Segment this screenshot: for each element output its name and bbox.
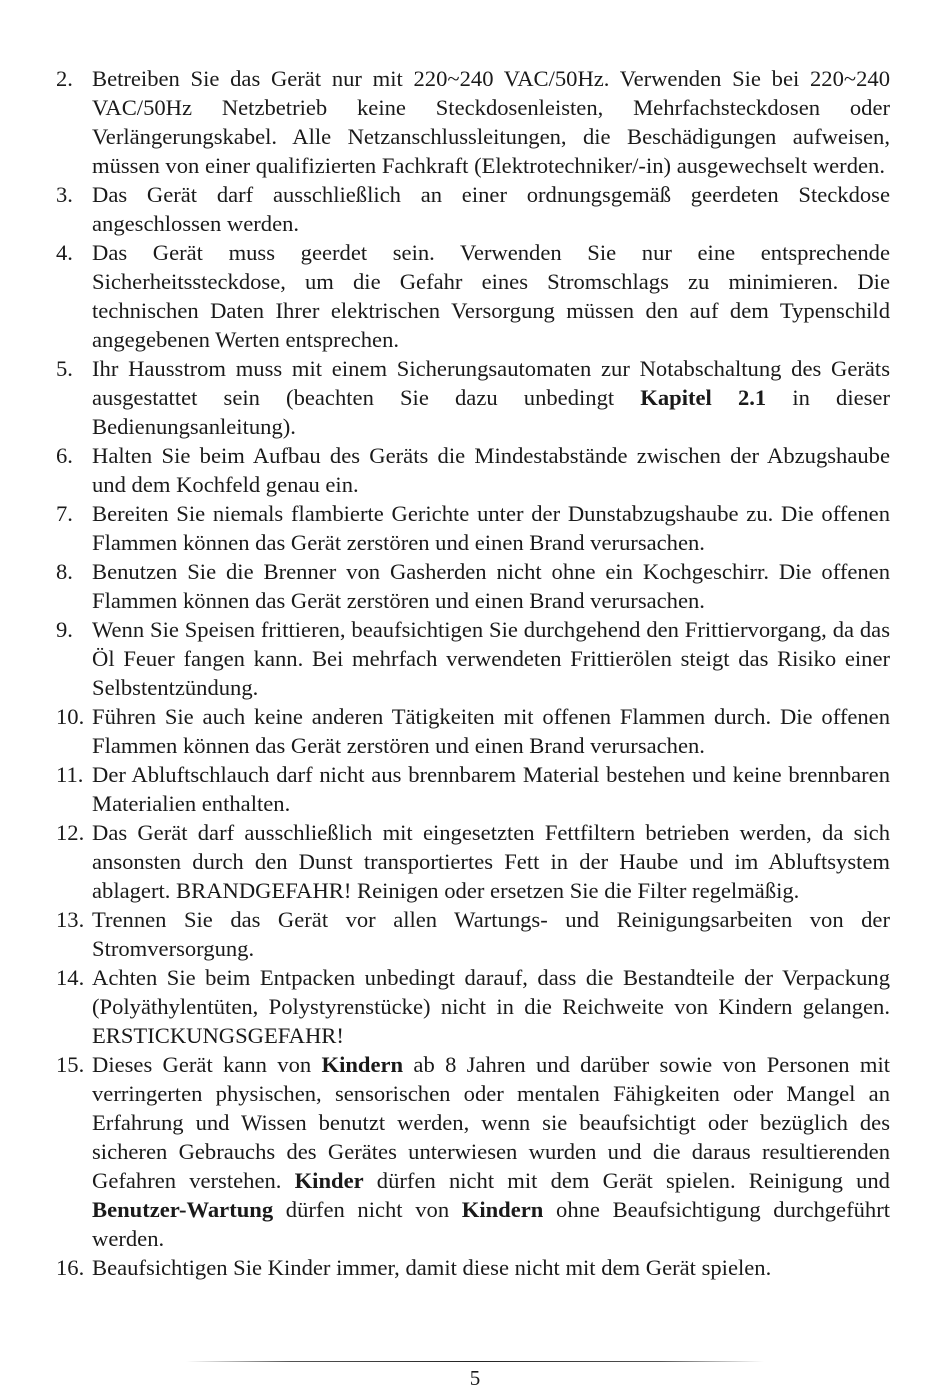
text-run: Bereiten Sie niemals flambierte Gerichte unter der Dunstabzugshaube zu. Die offenen Flammen können das Gerät zerstören und einen Brand verursachen. [92, 501, 890, 555]
item-number: 5. [56, 356, 73, 381]
item-number: 6. [56, 443, 73, 468]
text-run: ohne Beaufsichtigung durchgeführt werden. [92, 1197, 890, 1251]
item-number: 16. [56, 1255, 85, 1280]
item-text [92, 818, 890, 905]
text-run: Ihr Hausstrom muss mit einem Sicherungsautomaten zur Notabschaltung des Geräts ausgestattet sein (beachten Sie dazu unbedingt [92, 356, 890, 410]
item-number: 4. [56, 240, 73, 265]
item-text [92, 1050, 890, 1253]
list-item [56, 818, 890, 905]
item-number: 14. [56, 965, 85, 990]
text-run: Beaufsichtigen Sie Kinder immer, damit diese nicht mit dem Gerät spielen. [92, 1255, 772, 1280]
item-number: 3. [56, 182, 73, 207]
text-run: dürfen nicht von [273, 1197, 462, 1222]
list-item [56, 64, 890, 180]
emphasized-text: Kindern [321, 1052, 404, 1077]
item-number: 9. [56, 617, 73, 642]
item-number: 7. [56, 501, 73, 526]
item-text [92, 180, 890, 238]
item-number: 12. [56, 820, 85, 845]
item-text [92, 238, 890, 354]
list-item [56, 180, 890, 238]
text-run: Wenn Sie Speisen frittieren, beaufsichtigen Sie durchgehend den Frittiervorgang, da das Öl Feuer fangen kann. Bei mehrfach verwendeten Frittierölen steigt das Risiko einer Selbstentzündung. [92, 617, 890, 700]
item-text [92, 963, 890, 1050]
list-item [56, 238, 890, 354]
text-run: Der Abluftschlauch darf nicht aus brennbarem Material bestehen und keine brennbaren Materialien enthalten. [92, 762, 890, 816]
list-item [56, 557, 890, 615]
list-item [56, 441, 890, 499]
item-text [92, 615, 890, 702]
list-item [56, 354, 890, 441]
text-run: dürfen nicht mit dem Gerät spielen. Reinigung und [363, 1168, 890, 1193]
item-number: 11. [56, 762, 84, 787]
item-number: 8. [56, 559, 73, 584]
item-text [92, 557, 890, 615]
text-run: Führen Sie auch keine anderen Tätigkeiten mit offenen Flammen durch. Die offenen Flammen können das Gerät zerstören und einen Brand verursachen. [92, 704, 890, 758]
text-run: Trennen Sie das Gerät vor allen Wartungs- und Reinigungsarbeiten von der Stromversorgung. [92, 907, 890, 961]
list-item [56, 1050, 890, 1253]
item-text [92, 354, 890, 441]
item-number: 13. [56, 907, 85, 932]
item-number: 10. [56, 704, 85, 729]
emphasized-text: Benutzer-Wartung [92, 1197, 274, 1222]
text-run: Achten Sie beim Entpacken unbedingt darauf, dass die Bestandteile der Verpackung (Polyäthylentüten, Polystyrenstücke) nicht in die Reichweite von Kindern gelangen. ERSTICKUNGSGEFAHR! [92, 965, 890, 1048]
text-run: ab 8 Jahren und darüber sowie von Personen mit verringerten physischen, sensorischen oder mentalen Fähigkeiten oder Mangel an Erfahrung und Wissen benutzt werden, wenn sie beaufsichtigt oder bezüglich des sicheren Gebrauchs des Gerätes unterwiesen wurden und die daraus resultierenden Gefahren verstehen. [92, 1052, 891, 1193]
list-item [56, 499, 890, 557]
item-text [92, 905, 890, 963]
list-item [56, 615, 890, 702]
item-text [92, 499, 890, 557]
item-text [92, 1253, 890, 1282]
item-text [92, 64, 890, 180]
text-run: Halten Sie beim Aufbau des Geräts die Mindestabstände zwischen der Abzugshaube und dem Kochfeld genau ein. [92, 443, 890, 497]
item-text [92, 441, 890, 499]
text-run: Das Gerät darf ausschließlich mit eingesetzten Fettfiltern betrieben werden, da sich ansonsten durch den Dunst transportiertes Fett in der Haube und im Abluftsystem ablagert. BRANDGEFAHR! Reinigen oder ersetzen Sie die Filter regelmäßig. [92, 820, 890, 903]
text-run: Das Gerät darf ausschließlich an einer ordnungsgemäß geerdeten Steckdose angeschlossen werden. [92, 182, 890, 236]
emphasized-text: Kinder [294, 1168, 364, 1193]
text-run: in dieser Bedienungsanleitung). [92, 385, 890, 439]
list-item [56, 905, 890, 963]
footer-divider [186, 1361, 764, 1362]
item-number: 2. [56, 66, 73, 91]
list-item [56, 702, 890, 760]
item-number: 15. [56, 1052, 85, 1077]
emphasized-text: Kindern [461, 1197, 544, 1222]
text-run: Das Gerät muss geerdet sein. Verwenden Sie nur eine entsprechende Sicherheitssteckdose, um die Gefahr eines Stromschlags zu minimieren. Die technischen Daten Ihrer elektrischen Versorgung müssen den auf dem Typenschild angegebenen Werten entsprechen. [92, 240, 890, 352]
list-item [56, 760, 890, 818]
text-run: Betreiben Sie das Gerät nur mit 220~240 VAC/50Hz. Verwenden Sie bei 220~240 VAC/50Hz Netzbetrieb keine Steckdosenleisten, Mehrfachsteckdosen oder Verlängerungskabel. Alle Netzanschlussleitungen, die Beschädigungen aufweisen, müssen von einer qualifizierten Fachkraft (Elektrotechniker/-in) ausgewechselt werden. [92, 66, 890, 178]
list-item [56, 963, 890, 1050]
text-run: Benutzen Sie die Brenner von Gasherden nicht ohne ein Kochgeschirr. Die offenen Flammen können das Gerät zerstören und einen Brand verursachen. [92, 559, 890, 613]
list-item [56, 1253, 890, 1282]
safety-instructions-list [56, 64, 890, 1282]
item-text [92, 702, 890, 760]
text-run: Dieses Gerät kann von [92, 1052, 322, 1077]
item-text [92, 760, 890, 818]
emphasized-text: Kapitel 2.1 [640, 385, 767, 410]
page-number: 5 [469, 1366, 481, 1390]
